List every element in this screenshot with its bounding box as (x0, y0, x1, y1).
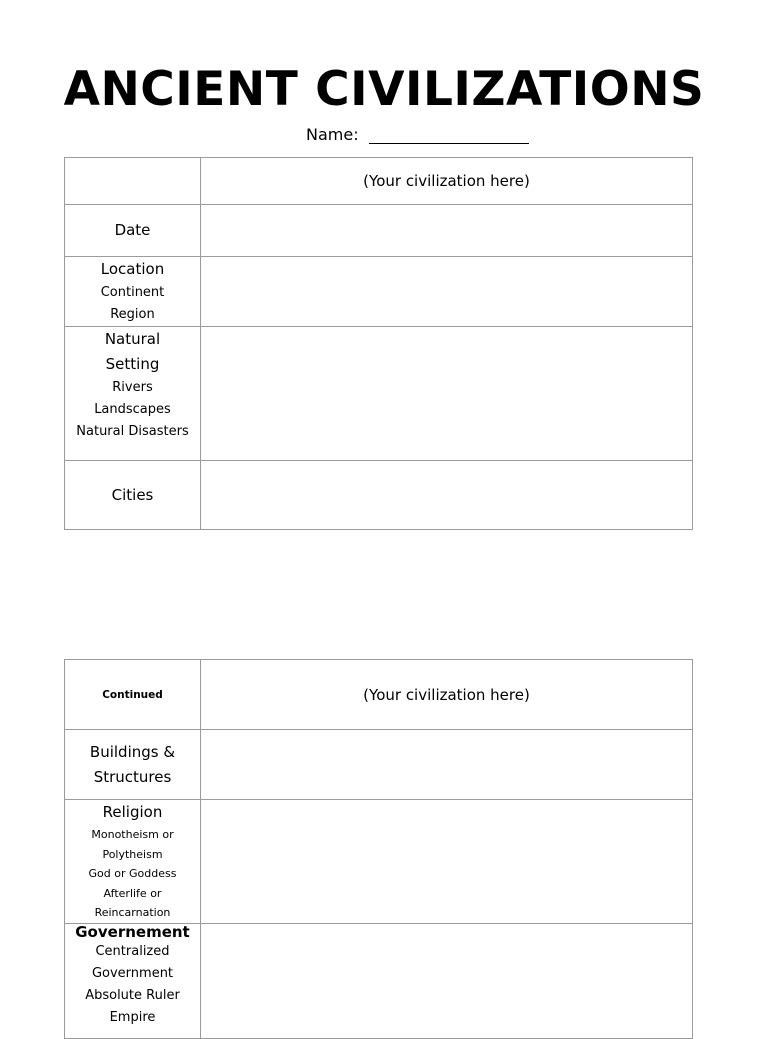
name-field (306, 125, 529, 144)
religion-sub-5: Reincarnation (94, 906, 171, 919)
religion-sub-3: God or Goddess (88, 867, 177, 880)
row-label-cities (65, 461, 201, 530)
government-sub-3: Absolute Ruler (85, 987, 180, 1003)
cities-label: Cities (111, 485, 154, 504)
table-corner-cell (65, 660, 201, 730)
continued-label: Continued (102, 688, 163, 701)
civilization-header: (Your civilization here) (201, 660, 693, 730)
civilization-table-2 (64, 659, 693, 1039)
civilization-header: (Your civilization here) (201, 158, 693, 205)
name-label: Name: (306, 125, 359, 144)
row-label-buildings (65, 730, 201, 800)
natural-setting-answer-cell[interactable] (201, 327, 693, 461)
table-row-date (65, 205, 693, 257)
government-label: Governement (75, 922, 190, 941)
buildings-label-line1: Buildings & (89, 742, 176, 761)
table-row-cities (65, 461, 693, 530)
table-row-government (65, 923, 693, 1038)
buildings-answer-cell[interactable] (201, 730, 693, 800)
location-answer-cell[interactable] (201, 257, 693, 327)
table-row-location (65, 257, 693, 327)
government-answer-cell[interactable] (201, 923, 693, 1038)
name-blank-line[interactable] (369, 125, 529, 144)
table-corner-cell (65, 158, 201, 205)
religion-sub-2: Polytheism (102, 847, 163, 861)
civilization-table-1 (64, 157, 693, 530)
row-label-natural-setting (65, 327, 201, 461)
natural-label-line2: Setting (105, 355, 160, 373)
cities-answer-cell[interactable] (201, 461, 693, 530)
date-label: Date (114, 221, 151, 239)
table-row-religion (65, 800, 693, 924)
row-label-date (65, 205, 201, 257)
government-sub-4: Empire (109, 1009, 156, 1025)
religion-sub-4: Afterlife or (103, 886, 162, 900)
natural-sub-landscapes: Landscapes (94, 402, 171, 417)
date-answer-cell[interactable] (201, 205, 693, 257)
natural-label-line1: Natural (104, 330, 161, 348)
natural-sub-disasters: Natural Disasters (76, 424, 189, 439)
religion-sub-1: Monotheism or (91, 828, 174, 841)
location-sub-continent: Continent (100, 285, 165, 300)
government-sub-1: Centralized (95, 943, 170, 959)
table-row-natural-setting (65, 327, 693, 461)
location-sub-region: Region (110, 307, 155, 322)
row-label-government (65, 923, 201, 1038)
religion-answer-cell[interactable] (201, 800, 693, 924)
table-header-row (65, 158, 693, 205)
religion-label: Religion (102, 803, 163, 821)
location-label: Location (100, 260, 165, 278)
government-sub-2: Government (91, 965, 174, 981)
row-label-religion (65, 800, 201, 924)
row-label-location (65, 257, 201, 327)
buildings-label-line2: Structures (93, 767, 172, 786)
table-row-buildings (65, 730, 693, 800)
natural-sub-rivers: Rivers (112, 380, 153, 395)
table-header-row (65, 660, 693, 730)
page-title: ANCIENT CIVILIZATIONS (63, 62, 705, 117)
